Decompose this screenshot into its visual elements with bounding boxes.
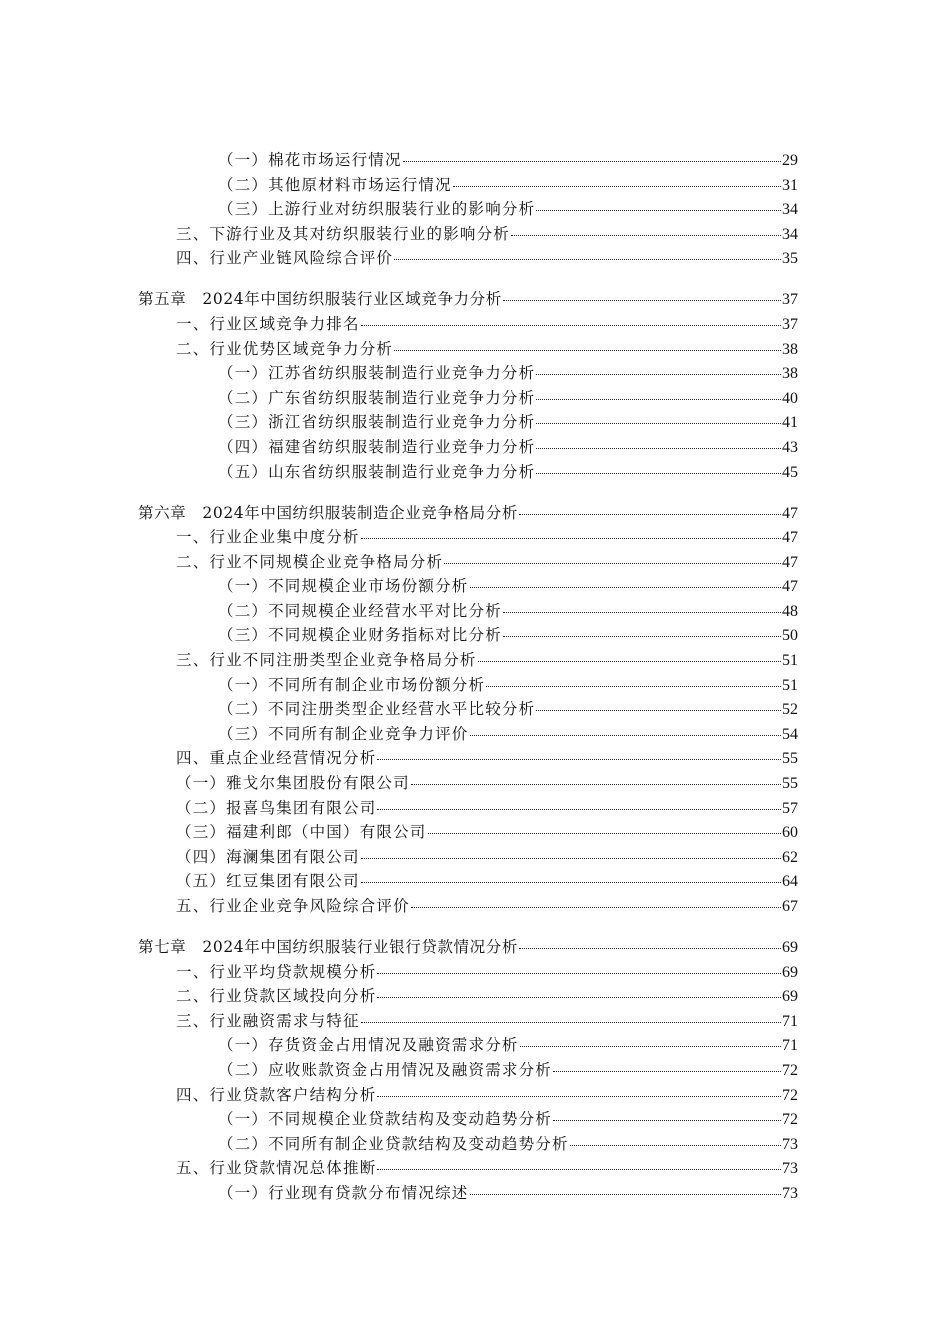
toc-page-number: 60 [782, 824, 798, 842]
toc-page-number: 41 [782, 414, 798, 432]
toc-entry-label: 三、下游行业及其对纺织服装行业的影响分析 [176, 224, 511, 243]
toc-entry-label: （二）不同所有制企业贷款结构及变动趋势分析 [218, 1134, 569, 1153]
toc-entry-label: （二）报喜鸟集团有限公司 [176, 798, 377, 817]
dot-leader [361, 849, 781, 859]
toc-page-number: 50 [782, 627, 798, 645]
toc-page-number: 69 [782, 988, 798, 1006]
toc-page-number: 47 [782, 578, 798, 596]
dot-leader [536, 463, 781, 473]
dot-leader [411, 775, 781, 785]
toc-page-number: 71 [782, 1037, 798, 1055]
toc-entry[interactable] [138, 312, 798, 337]
toc-entry-label: 五、行业贷款情况总体推断 [176, 1159, 377, 1178]
dot-leader [470, 1185, 781, 1195]
dot-leader [428, 824, 781, 834]
toc-entry-label: （二）不同规模企业经营水平对比分析 [218, 601, 502, 620]
toc-entry[interactable] [138, 599, 798, 624]
toc-entry[interactable] [138, 1033, 798, 1058]
dot-leader [377, 799, 781, 809]
toc-page-number: 52 [782, 701, 798, 719]
toc-entry-label: 一、行业企业集中度分析 [176, 528, 360, 547]
dot-leader [377, 963, 781, 973]
toc-entry-label: （一）江苏省纺织服装制造行业竞争力分析 [218, 364, 536, 383]
toc-entry-label: （一）行业现有贷款分布情况综述 [218, 1183, 469, 1202]
toc-page-number: 73 [782, 1135, 798, 1153]
toc-entry-label: （五）红豆集团有限公司 [176, 872, 360, 891]
toc-entry[interactable] [138, 173, 798, 198]
toc-entry[interactable] [138, 820, 798, 845]
toc-page-number: 37 [782, 315, 798, 333]
dot-leader [536, 701, 781, 711]
toc-page-number: 72 [782, 1111, 798, 1129]
toc-entry[interactable] [138, 697, 798, 722]
toc-entry-label: （四）海澜集团有限公司 [176, 847, 360, 866]
toc-entry-label: 二、行业不同规模企业竞争格局分析 [176, 552, 444, 571]
dot-leader [361, 873, 781, 883]
dot-leader [536, 365, 781, 375]
toc-entry-label: （一）雅戈尔集团股份有限公司 [176, 774, 410, 793]
toc-entry[interactable] [138, 796, 798, 821]
toc-entry-label: （二）其他原材料市场运行情况 [218, 175, 452, 194]
toc-entry-label: 四、重点企业经营情况分析 [176, 749, 377, 768]
toc-page-number: 38 [782, 365, 798, 383]
toc-entry-label: （一）棉花市场运行情况 [218, 151, 402, 169]
toc-entry[interactable] [138, 648, 798, 673]
toc-entry-label: 四、行业贷款客户结构分析 [176, 1085, 377, 1104]
toc-page-number: 38 [782, 340, 798, 358]
toc-entry-label: （一）不同规模企业市场份额分析 [218, 577, 469, 596]
toc-page-number: 51 [782, 676, 798, 694]
toc-page-number: 47 [782, 553, 798, 571]
toc-entry[interactable] [138, 525, 798, 550]
dot-leader [470, 578, 781, 588]
toc-entry[interactable] [138, 673, 798, 698]
toc-entry[interactable] [138, 386, 798, 411]
toc-page-number: 55 [782, 775, 798, 793]
toc-page-number: 51 [782, 652, 798, 670]
toc-entry-label: （一）存货资金占用情况及融资需求分析 [218, 1036, 519, 1055]
dot-leader [519, 504, 781, 514]
dot-leader [444, 553, 781, 563]
dot-leader [536, 201, 781, 211]
toc-entry-label: 一、行业平均贷款规模分析 [176, 962, 377, 981]
dot-leader [394, 250, 781, 260]
toc-entry-label: （四）福建省纺织服装制造行业竞争力分析 [218, 437, 536, 456]
dot-leader [453, 176, 781, 186]
dot-leader [503, 603, 781, 613]
toc-entry[interactable] [138, 869, 798, 894]
dot-leader [536, 439, 781, 449]
toc-entry[interactable] [138, 771, 798, 796]
dot-leader [377, 750, 781, 760]
toc-entry-label: 五、行业企业竞争风险综合评价 [176, 897, 410, 915]
dot-leader [361, 316, 781, 326]
toc-entry[interactable] [138, 1058, 798, 1083]
toc-page-number: 40 [782, 389, 798, 407]
dot-leader [486, 676, 781, 686]
toc-entry[interactable] [138, 337, 798, 362]
toc-entry[interactable] [138, 623, 798, 648]
toc-entry[interactable] [138, 746, 798, 771]
toc-entry[interactable] [138, 460, 798, 485]
toc-page-number: 71 [782, 1012, 798, 1030]
dot-leader [503, 627, 781, 637]
toc-entry-label: （一）不同所有制企业市场份额分析 [218, 675, 486, 694]
toc-entry-label: 第六章 2024年中国纺织服装制造企业竞争格局分析 [138, 503, 518, 522]
dot-leader [470, 726, 781, 736]
toc-page-number: 69 [782, 963, 798, 981]
toc-page-number: 37 [782, 291, 798, 309]
dot-leader [553, 1111, 781, 1121]
dot-leader [411, 898, 781, 908]
toc-entry[interactable] [138, 722, 798, 747]
toc-page-number: 72 [782, 1061, 798, 1079]
toc-entry[interactable] [138, 845, 798, 870]
toc-entry-label: 二、行业贷款区域投向分析 [176, 987, 377, 1006]
dot-leader [503, 291, 781, 301]
toc-chapter-entry[interactable] [138, 935, 798, 960]
dot-leader [478, 652, 781, 662]
toc-page-number: 34 [782, 225, 798, 243]
toc-entry-label: 第五章 2024年中国纺织服装行业区域竞争力分析 [138, 290, 502, 309]
toc-entry-label: （三）不同所有制企业竞争力评价 [218, 724, 469, 743]
toc-entry-label: （三）上游行业对纺织服装行业的影响分析 [218, 200, 536, 219]
toc-entry-label: （二）不同注册类型企业经营水平比较分析 [218, 700, 536, 719]
toc-entry[interactable] [138, 1107, 798, 1132]
toc-entry-label: （三）不同规模企业财务指标对比分析 [218, 626, 502, 645]
toc-page-number: 64 [782, 873, 798, 891]
toc-entry[interactable] [138, 960, 798, 985]
toc-entry-label: （三）浙江省纺织服装制造行业竞争力分析 [218, 413, 536, 432]
toc-entry[interactable] [138, 222, 798, 247]
toc-entry-label: 三、行业融资需求与特征 [176, 1011, 360, 1030]
toc-page-number: 69 [782, 938, 798, 956]
toc-entry-label: （二）广东省纺织服装制造行业竞争力分析 [218, 388, 536, 407]
toc-page-number: 47 [782, 504, 798, 522]
toc-entry[interactable] [138, 410, 798, 435]
toc-entry[interactable] [138, 1181, 798, 1206]
toc-page-number: 57 [782, 799, 798, 817]
toc-page-number: 67 [782, 898, 798, 915]
toc-page-number: 62 [782, 848, 798, 866]
toc-entry[interactable] [138, 435, 798, 460]
toc-entry-label: （二）应收账款资金占用情况及融资需求分析 [218, 1060, 553, 1079]
toc-page-number: 29 [782, 152, 798, 169]
dot-leader [361, 1012, 781, 1022]
toc-entry-label: 四、行业产业链风险综合评价 [176, 249, 394, 268]
toc-page-number: 43 [782, 438, 798, 456]
toc-chapter-entry[interactable] [138, 287, 798, 312]
toc-page-number: 35 [782, 250, 798, 268]
toc-page-number: 34 [782, 201, 798, 219]
toc-entry-label: 三、行业不同注册类型企业竞争格局分析 [176, 651, 477, 670]
dot-leader [403, 152, 781, 162]
toc-page-number: 73 [782, 1184, 798, 1202]
toc-entry[interactable] [138, 1156, 798, 1181]
toc-page-number: 54 [782, 725, 798, 743]
toc-entry-label: 二、行业优势区域竞争力分析 [176, 339, 394, 358]
toc-page-number: 55 [782, 750, 798, 768]
dot-leader [536, 414, 781, 424]
dot-leader [536, 389, 781, 399]
toc-entry[interactable] [138, 361, 798, 386]
toc-page-number: 72 [782, 1086, 798, 1104]
toc-entry-label: （三）福建利郎（中国）有限公司 [176, 823, 427, 842]
toc-entry[interactable] [138, 550, 798, 575]
dot-leader [570, 1135, 781, 1145]
table-of-contents [138, 148, 798, 1206]
toc-entry[interactable] [138, 894, 798, 919]
toc-chapter-entry[interactable] [138, 501, 798, 526]
toc-entry-label: （五）山东省纺织服装制造行业竞争力分析 [218, 462, 536, 481]
toc-page-number: 73 [782, 1160, 798, 1178]
toc-entry[interactable] [138, 984, 798, 1009]
toc-entry-label: 第七章 2024年中国纺织服装行业银行贷款情况分析 [138, 937, 518, 956]
toc-entry[interactable] [138, 197, 798, 222]
dot-leader [519, 939, 781, 949]
dot-leader [394, 340, 781, 350]
toc-entry[interactable] [138, 1083, 798, 1108]
toc-entry[interactable] [138, 574, 798, 599]
dot-leader [377, 988, 781, 998]
toc-page-number: 31 [782, 176, 798, 194]
toc-entry[interactable] [138, 1009, 798, 1034]
toc-page-number: 47 [782, 529, 798, 547]
toc-entry[interactable] [138, 148, 798, 173]
dot-leader [511, 225, 781, 235]
toc-entry[interactable] [138, 246, 798, 271]
toc-page-number: 45 [782, 463, 798, 481]
dot-leader [553, 1062, 781, 1072]
dot-leader [377, 1086, 781, 1096]
dot-leader [520, 1037, 781, 1047]
toc-page-number: 48 [782, 602, 798, 620]
dot-leader [361, 529, 781, 539]
dot-leader [377, 1160, 781, 1170]
toc-entry-label: 一、行业区域竞争力排名 [176, 314, 360, 333]
toc-entry-label: （一）不同规模企业贷款结构及变动趋势分析 [218, 1110, 553, 1129]
toc-entry[interactable] [138, 1132, 798, 1157]
